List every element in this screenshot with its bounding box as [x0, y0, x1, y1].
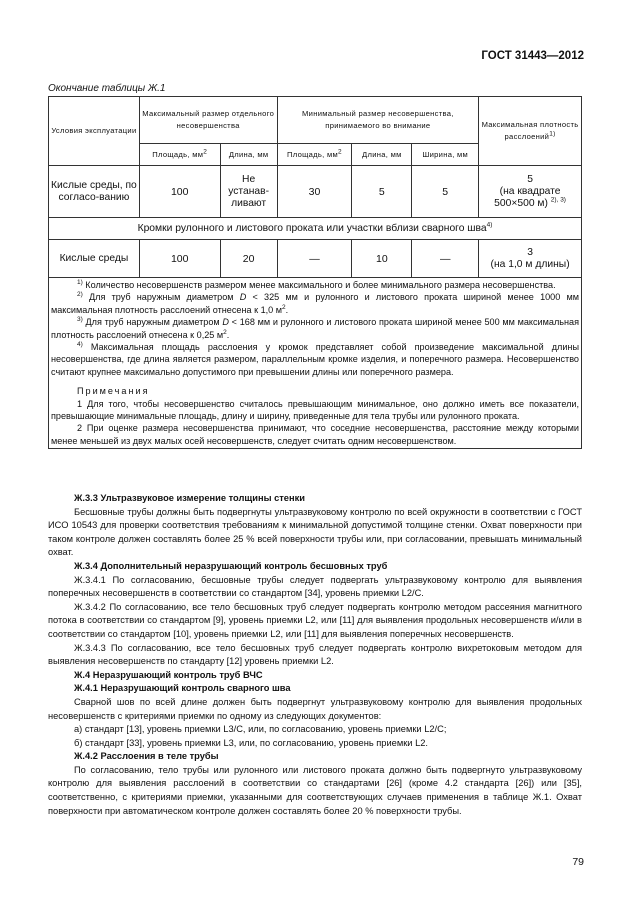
cell-conditions: Кислые среды: [49, 240, 140, 278]
note-2: 2 При оценке размера несовершенства принимают, что соседние несовершенства, расстояние между которыми менее меньшей из двух малых осей несовершенств, следует считать одним несовершенством.: [51, 423, 579, 446]
table-caption: Окончание таблицы Ж.1: [48, 83, 166, 94]
cell-length: 20: [220, 240, 277, 278]
paragraph: Ж.3.4.2 По согласованию, все тело бесшовных труб следует подвергать контролю методом рассеяния магнитного потока в соответствии со стандартом [9], уровень приемки L2, или [11] для выявления продольных несовершенств и/или в соответствии со стандартом [10], уровень приемки L2, или [11] для выявления поперечных несовершенств.: [48, 601, 582, 639]
section-heading: Ж.4.1 Неразрушающий контроль сварного шва: [74, 683, 291, 694]
section-heading: Ж.3.4 Дополнительный неразрушающий контроль бесшовных труб: [74, 560, 388, 571]
section-heading: Ж.4.2 Расслоения в теле трубы: [74, 751, 219, 762]
cell-area: 100: [139, 166, 220, 218]
header-max-density: Максимальная плотность расслоений$^{1)}$: [479, 97, 582, 166]
header-conditions: Условия эксплуатации: [49, 97, 140, 166]
cell-width-min: —: [412, 240, 479, 278]
table-footnotes: [49, 278, 582, 449]
standard-header: ГОСТ 31443—2012: [481, 50, 584, 62]
cell-area: 100: [139, 240, 220, 278]
note-1: 1 Для того, чтобы несовершенство считалось превышающим минимальное, оно должно иметь все показатели, превышающие минимальные площадь, длину и ширину, приведенные для тела трубы или рулонного проката.: [51, 398, 579, 422]
footnote-1: $^{1)}$ Количество несовершенств размером менее максимального и более минимального размера несовершенства.: [77, 278, 556, 290]
footnote-2: $^{2)}$ Для труб наружным диаметром D < 325 мм и рулонного и листового проката шириной менее 1000 мм максимальная плотность расслоений отнесена к 1,0 $м^2$.: [51, 291, 580, 315]
footnote-4: $^{4)}$ Максимальная площадь расслоения у кромок представляет собой произведение максимальной длины несовершенства, где длина является размером, параллельным кромке изделия, и поперечного размера. Несовершенство считают крупнее максимально допустимого при превышении длины или поперечного размера.: [51, 341, 579, 377]
list-item: а) стандарт [13], уровень приемки L3/С, или, по согласованию, уровень приемки L2/С;: [74, 724, 447, 735]
paragraph: По согласованию, тело трубы или рулонного или листового проката должно быть подвергнуто ультразвуковому контролю для выявления расслоений в соответствии со стандартами [26] (кроме 4.2 стандарта [26]) или [35], соответственно, с критериями приемки, указанными для соответствующих случаев применения в таблице Ж.1. Охват поверхности при автоматическом контроле должен составлять более 20 % поверхности трубы.: [48, 764, 582, 816]
list-item: б) стандарт [33], уровень приемки L3, или, по согласованию, уровень приемки L2.: [74, 737, 428, 748]
table-row: [49, 166, 582, 218]
header-min-size: Минимальный размер несовершенства, принимаемого во внимание: [277, 97, 479, 144]
notes-title: Примечания: [77, 386, 150, 397]
cell-length-min: 5: [352, 166, 412, 218]
paragraph: Ж.3.4.1 По согласованию, бесшовные трубы следует подвергать ультразвуковому контролю для выявления поперечных несовершенств в соответствии со стандартом [34], уровень приемки L2/С.: [48, 574, 582, 599]
cell-length: Не устанав-ливают: [220, 166, 277, 218]
header-length: Длина, мм: [220, 144, 277, 166]
cell-area-min: —: [277, 240, 352, 278]
body-text: [48, 492, 582, 818]
table-span-row: Кромки рулонного и листового проката или участки вблизи сварного шва$^{4)}$: [49, 218, 582, 240]
paragraph: Бесшовные трубы должны быть подвергнуты ультразвуковому контролю по всей окружности в соответствии с ГОСТ ИСО 10543 для проверки соответствия требованиям к минимальной допустимой толщине стенки. Охват поверхности при таком контроле должен составлять более 25 % всей поверхности трубы или, при согласовании, превышать минимальный охват.: [48, 506, 582, 558]
cell-density: 3 (на 1,0 м длины): [479, 240, 582, 278]
section-heading: Ж.4 Неразрушающий контроль труб ВЧС: [74, 669, 263, 680]
header-max-size: Максимальный размер отдельного несовершенства: [139, 97, 277, 144]
cell-width-min: 5: [412, 166, 479, 218]
table-row: [49, 240, 582, 278]
header-area: Площадь, $мм^2$: [139, 144, 220, 166]
header-length-min: Длина, мм: [352, 144, 412, 166]
cell-length-min: 10: [352, 240, 412, 278]
footnote-3: $^{3)}$ Для труб наружным диаметром D < 168 мм и рулонного и листового проката шириной менее 500 мм максимальная плотность расслоений отнесена к 0,25 $м^2$.: [51, 316, 579, 340]
cell-density: 5 (на квадрате 500×500 м) $^{2), 3)}$: [479, 166, 582, 218]
table-zh1: [48, 96, 582, 449]
header-area-min: Площадь, $мм^2$: [277, 144, 352, 166]
cell-conditions: Кислые среды, по согласо-ванию: [49, 166, 140, 218]
page-number: 79: [572, 856, 584, 868]
paragraph: Сварной шов по всей длине должен быть подвергнут ультразвуковому контролю для выявления продольных несовершенств с критериями приемки по одному из следующих документов:: [48, 696, 582, 721]
paragraph: Ж.3.4.3 По согласованию, все тело бесшовных труб следует подвергать контролю вихретоковым методом для выявления несовершенств по стандарту [12] уровень приемки L2.: [48, 642, 582, 667]
header-width-min: Ширина, мм: [412, 144, 479, 166]
section-heading: Ж.3.3 Ультразвуковое измерение толщины стенки: [74, 493, 305, 503]
cell-area-min: 30: [277, 166, 352, 218]
